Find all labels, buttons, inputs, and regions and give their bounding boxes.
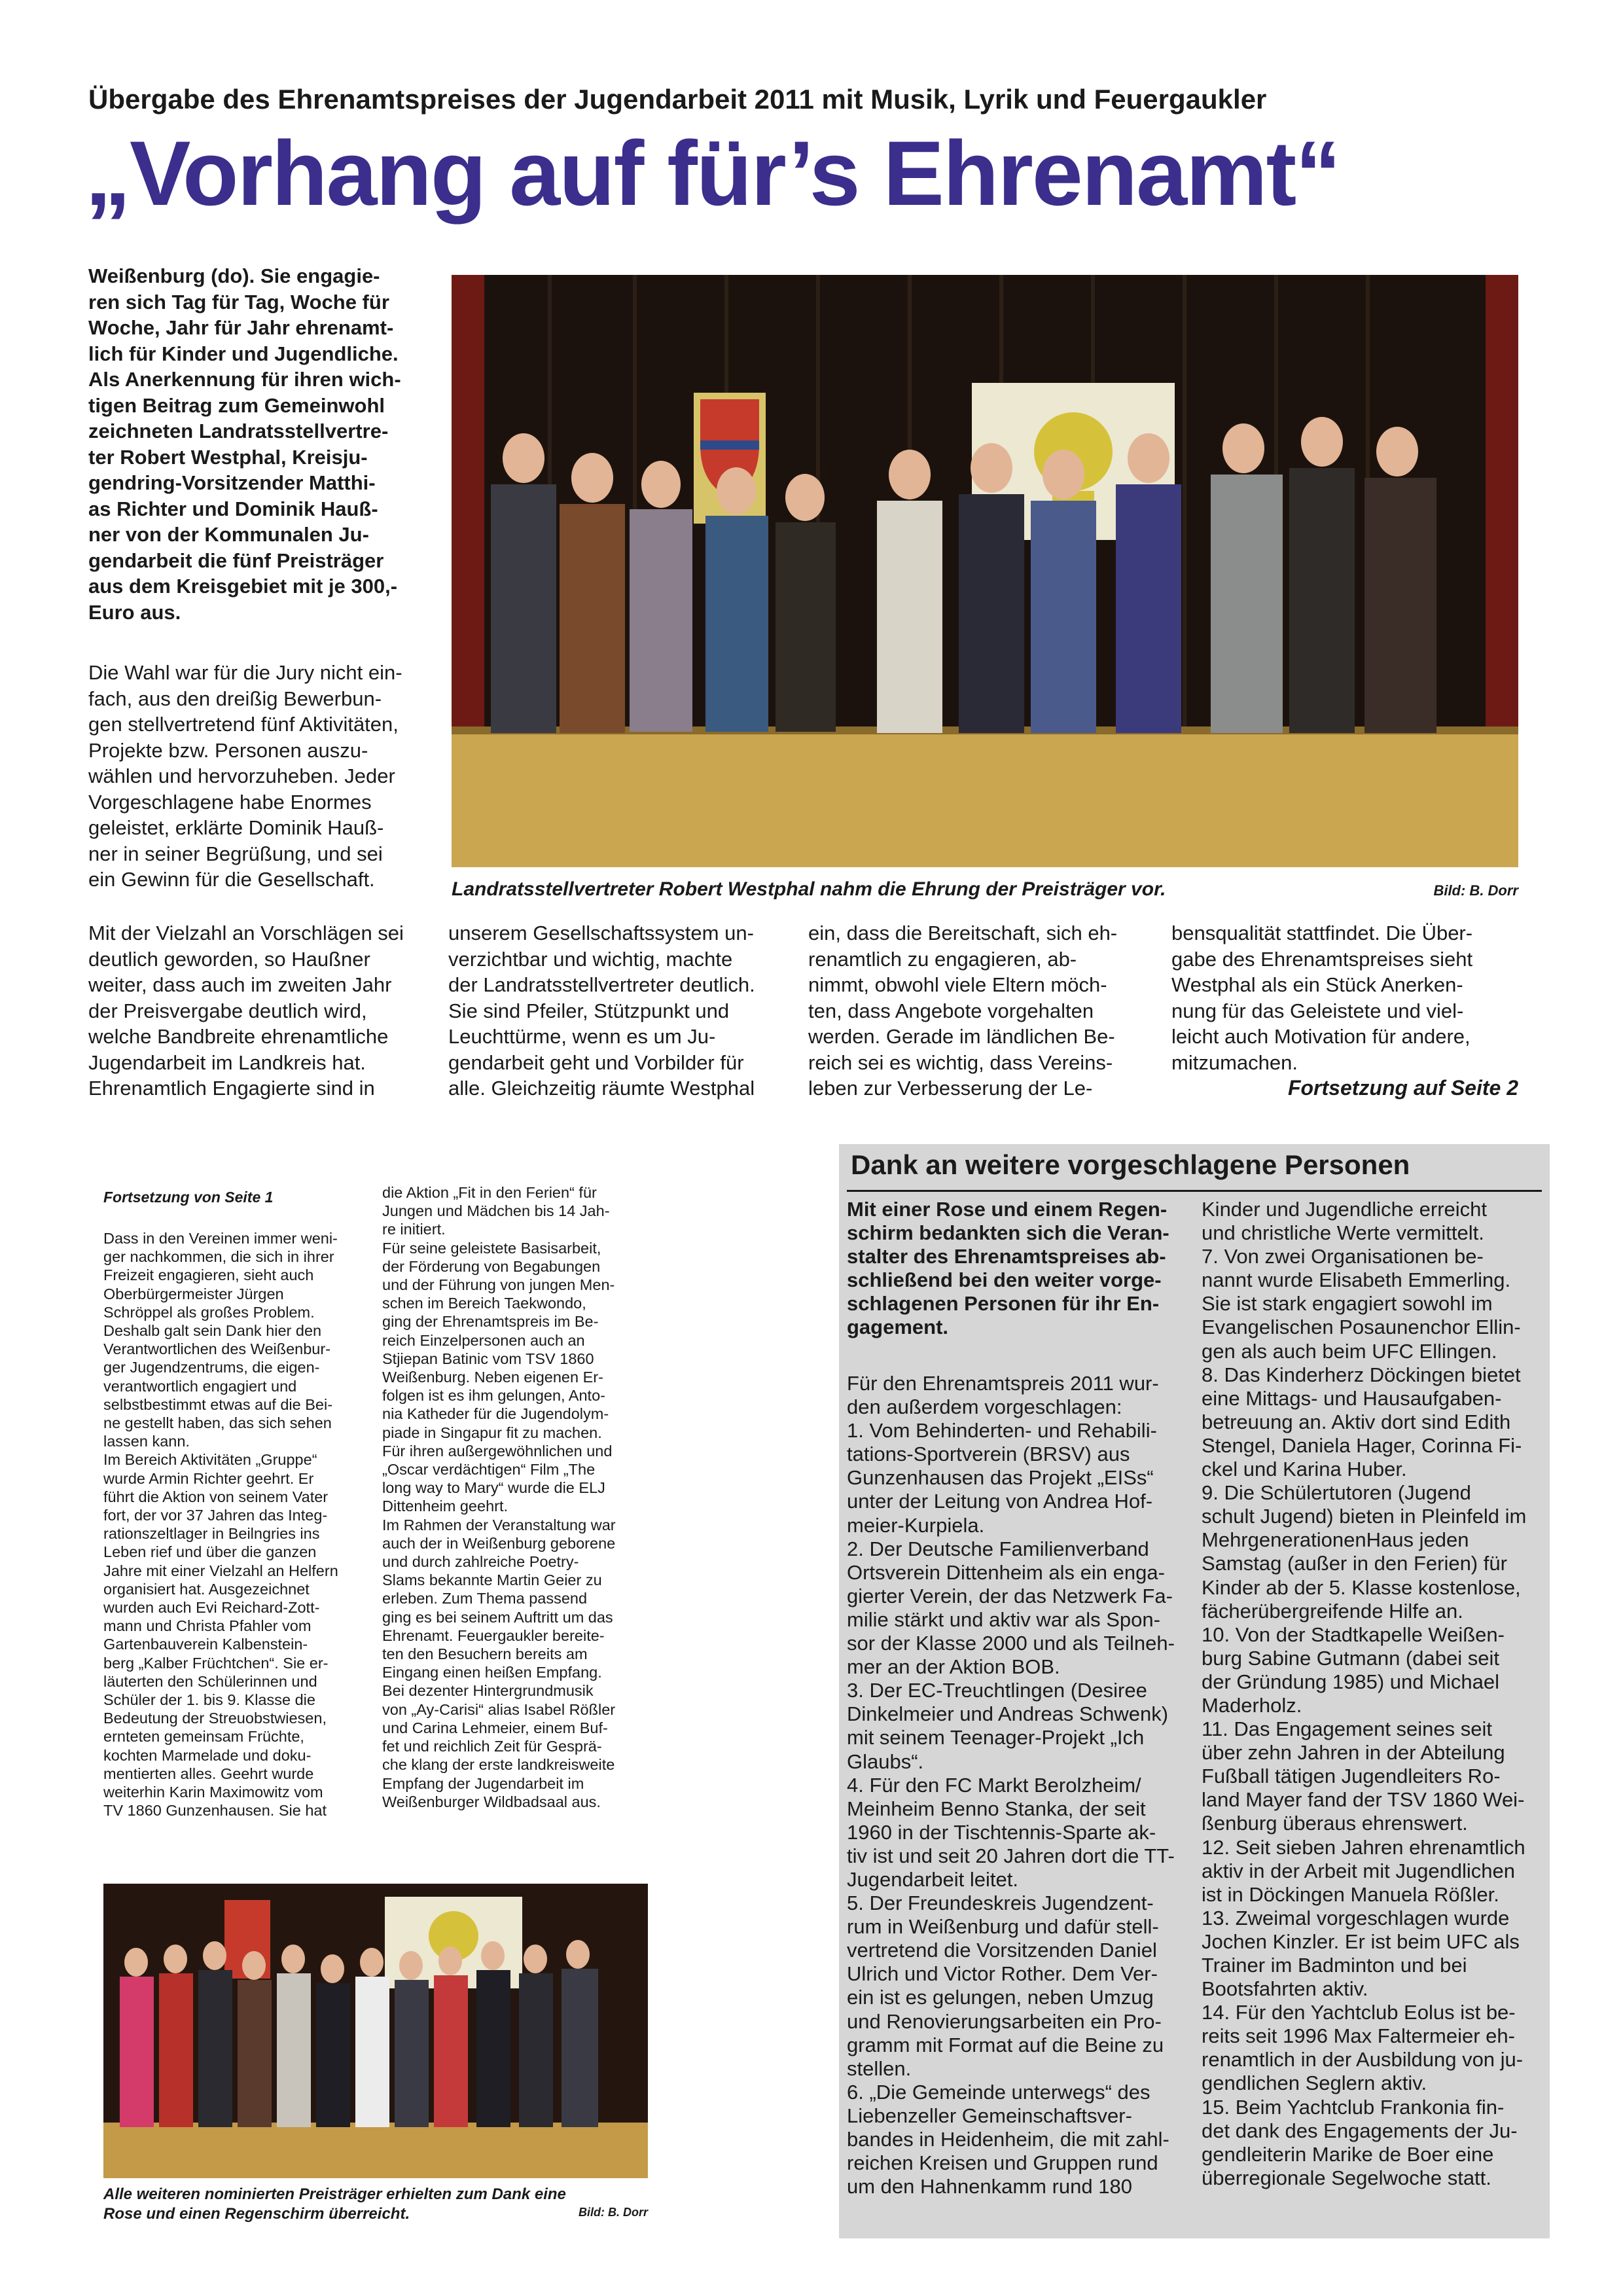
box-column-1: Für den Ehrenamtspreis 2011 wur- den außerdem vorgeschlagen: 1. Vom Behinderten- und Rehabili- tations-Sportverein (BRSV) aus Gunzenhausen das Projekt „EISs“ unter der Leitung von Andrea Hof- meier-Kurpiela. 2. Der Deutsche Familienverband Ortsverein Dittenheim als ein enga- gierter Verein, der das Netzwerk Fa- milie stärkt und aktiv war als Spon- sor der Klasse 2000 und als Teilneh- mer an der Aktion BOB. 3. Der EC-Treuchtlingen (Desiree Dinkelmeier und Andreas Schwenk) mit seinem Teenager-Projekt „Ich Glaubs“. 4. Für den FC Markt Berolzheim/ Meinheim Benno Stanka, der seit 1960 in der Tischtennis-Sparte ak- tiv ist und seit 20 Jahren dort die TT- Jugendarbeit leitet. 5. Der Freundeskreis Jugendzent- rum in Weißenburg und dafür stell- vertretend die Vorsitzenden Daniel Ulrich und Victor Rother. Dem Ver- ein ist es gelungen, neben Umzug und Renovierungsarbeiten ein Pro- gramm mit Format auf die Beine zu stellen. 6. „Die Gemeinde unterwegs“ des Liebenzeller Gemeinschaftsver- bandes in Heidenheim, die mit zahl- reichen Kreisen und Gruppen rund um den Hahnenkamm rund 180 [847, 1372, 1175, 2198]
group-photo [103, 1884, 648, 2178]
main-photo-credit: Bild: B. Dorr [1433, 882, 1518, 899]
box-title-rule [847, 1190, 1542, 1192]
continued-note: Fortsetzung auf Seite 2 [1287, 1076, 1518, 1100]
box-column-2: Kinder und Jugendliche erreicht und christliche Werte vermittelt. 7. Von zwei Organisationen be- nannt wurde Elisabeth Emmerling. Sie ist stark engagiert sowohl im Evangelischen Posaunenchor Ellin- gen als auch beim UFC Ellingen. 8. Das Kinderherz Döckingen bietet eine Mittags- und Hausaufgaben- betreuung an. Aktiv dort sind Edith Stengel, Daniela Hager, Corinna Fi- ckel und Karina Huber. 9. Die Schülertutoren (Jugend schult Jugend) bieten in Pleinfeld im MehrgenerationenHaus jeden Samstag (außer in den Ferien) für Kinder ab der 5. Klasse kostenlose, fächerübergreifende Hilfe an. 10. Von der Stadtkapelle Weißen- burg Sabine Gutmann (dabei seit der Gründung 1985) und Michael Maderholz. 11. Das Engagement seines seit über zehn Jahren in der Abteilung Fußball tätigen Jugendleiters Ro- land Mayer fand der TSV 1860 Wei- ßenburg überaus ehrenswert. 12. Seit sieben Jahren ehrenamtlich aktiv in der Arbeit mit Jugendlichen ist in Döckingen Manuela Rößler. 13. Zweimal vorgeschlagen wurde Jochen Kinzler. Er ist beim UFC als Trainer im Badminton und bei Bootsfahrten aktiv. 14. Für den Yachtclub Eolus ist be- reits seit 1996 Max Faltermeier eh- renamtlich in der Ausbildung von ju- gendlichen Seglern aktiv. 15. Beim Yachtclub Frankonia fin- det dank des Engagements der Ju- gendleiterin Marike de Boer eine überregionale Segelwoche statt. [1202, 1198, 1527, 2189]
lead-paragraph: Weißenburg (do). Sie engagie- ren sich Tag für Tag, Woche für Woche, Jahr für Jahr ehrenamt- lich für Kinder und Jugendliche. Als Anerkennung für ihren wich- tigen Beitrag zum Gemeinwohl zeichneten Landratsstellvertre- ter Robert Westphal, Kreisju- gendring-Vorsitzender Matthi- as Richter und Dominik Hauß- ner von der Kommunalen Ju- gendarbeit die fünf Preisträger aus dem Kreisgebiet mit je 300,- Euro aus. [88, 264, 401, 624]
group-photo-caption: Alle weiteren nominierten Preisträger erhielten zum Dank eine Rose und einen Regenschirm überreicht. [103, 2185, 566, 2223]
headline: „Vorhang auf für’s Ehrenamt“ [85, 122, 1340, 224]
nominees-group-photo [103, 1884, 648, 2178]
continuation-header: Fortsetzung von Seite 1 [103, 1189, 274, 1206]
main-photo-caption: Landratsstellvertreter Robert Westphal nahm die Ehrung der Preisträger vor. [452, 878, 1166, 900]
main-photo [452, 275, 1518, 867]
award-ceremony-photo [452, 275, 1518, 867]
body-column-1: Mit der Vielzahl an Vorschlägen sei deutlich geworden, so Haußner weiter, dass auch im zweiten Jahr der Preisvergabe deutlich wird, welche Bandbreite ehrenamtliche Jugendarbeit im Landkreis hat. Ehrenamtlich Engagierte sind in [88, 922, 404, 1100]
intro-paragraph: Die Wahl war für die Jury nicht ein- fach, aus den dreißig Bewerbun- gen stellvertretend fünf Aktivitäten, Projekte bzw. Personen auszu- wählen und hervorzuheben. Jeder Vorgeschlagene habe Enormes geleistet, erklärte Dominik Hauß- ner in seiner Begrüßung, und sei ein Gewinn für die Gesellschaft. [88, 661, 402, 891]
body-column-4: bensqualität stattfindet. Die Über- gabe des Ehrenamtspreises sieht Westphal als ein Stück Anerken- nung für das Geleistete und viel- leicht auch Motivation für andere, mitzumachen. [1171, 922, 1473, 1074]
group-photo-credit: Bild: B. Dorr [579, 2206, 648, 2219]
continuation-column-2: die Aktion „Fit in den Ferien“ für Jungen und Mädchen bis 14 Jah- re initiert. Für seine geleistete Basisarbeit, der Förderung von Begabungen und der Führung von jungen Men- schen im Bereich Taekwondo, ging der Ehrenamtspreis im Be- reich Einzelpersonen auch an Stjiepan Batinic vom TSV 1860 Weißenburg. Neben eigenen Er- folgen ist es ihm gelungen, Anto- nia Katheder für die Jugendolym- piade in Singapur fit zu machen. Für ihren außergewöhnlichen und „Oscar verdächtigen“ Film „The long way to Mary“ wurde die ELJ Dittenheim geehrt. Im Rahmen der Veranstaltung war auch der in Weißenburg geborene und durch zahlreiche Poetry- Slams bekannte Martin Geier zu erleben. Zum Thema passend ging es bei seinem Auftritt um das Ehrenamt. Feuergaukler bereite- ten den Besuchern bereits am Eingang einen heißen Empfang. Bei dezenter Hintergrundmusik von „Ay-Carisi“ alias Isabel Rößler und Carina Lehmeier, einem Buf- fet und reichlich Zeit für Gesprä- che klang der erste landkreisweite Empfang der Jugendarbeit im Weißenburger Wildbadsaal aus. [382, 1184, 616, 1810]
box-title: Dank an weitere vorgeschlagene Personen [851, 1149, 1410, 1180]
box-lead: Mit einer Rose und einem Regen- schirm bedankten sich die Veran- stalter des Ehrenamtspreises ab- schließend bei den weiter vorge- schlagenen Personen für ihr En- gagement. [847, 1198, 1169, 1339]
continuation-column-1: Dass in den Vereinen immer weni- ger nachkommen, die sich in ihrer Freizeit engagieren, sieht auch Oberbürgermeister Jürgen Schröppel als großes Problem. Deshalb galt sein Dank hier den Verantwortlichen des Weißenbur- ger Jugendzentrums, die eigen- verantwortlich engagiert und selbstbestimmt etwas auf die Bei- ne gestellt haben, das sich sehen lassen kann. Im Bereich Aktivitäten „Gruppe“ wurde Armin Richter geehrt. Er führt die Aktion von seinem Vater fort, der vor 37 Jahren das Integ- rationszeltlager in Beilngries ins Leben rief und über die ganzen Jahre mit einer Vielzahl an Helfern organisiert hat. Ausgezeichnet wurden auch Evi Reichard-Zott- mann und Christa Pfahler vom Gartenbauverein Kalbenstein- berg „Kalber Früchtchen“. Sie er- läuterten den Schülerinnen und Schüler der 1. bis 9. Klasse die Bedeutung der Streuobstwiesen, ernteten gemeinsam Früchte, kochten Marmelade und doku- mentierten alles. Geehrt wurde weiterhin Karin Maximowitz vom TV 1860 Gunzenhausen. Sie hat [103, 1230, 338, 1820]
kicker-line: Übergabe des Ehrenamtspreises der Jugendarbeit 2011 mit Musik, Lyrik und Feuergaukler [88, 84, 1267, 115]
body-column-2: unserem Gesellschaftssystem un- verzichtbar und wichtig, machte der Landratsstellvertreter deutlich. Sie sind Pfeiler, Stützpunkt und Leuchttürme, wenn es um Ju- gendarbeit geht und Vorbilder für alle. Gleichzeitig räumte Westphal [448, 922, 755, 1100]
body-column-3: ein, dass die Bereitschaft, sich eh- renamtlich zu engagieren, ab- nimmt, obwohl viele Eltern möch- ten, dass Angebote vorgehalten werden. Gerade im ländlichen Be- reich sei es wichtig, dass Vereins- leben zur Verbesserung der Le- [808, 922, 1118, 1100]
